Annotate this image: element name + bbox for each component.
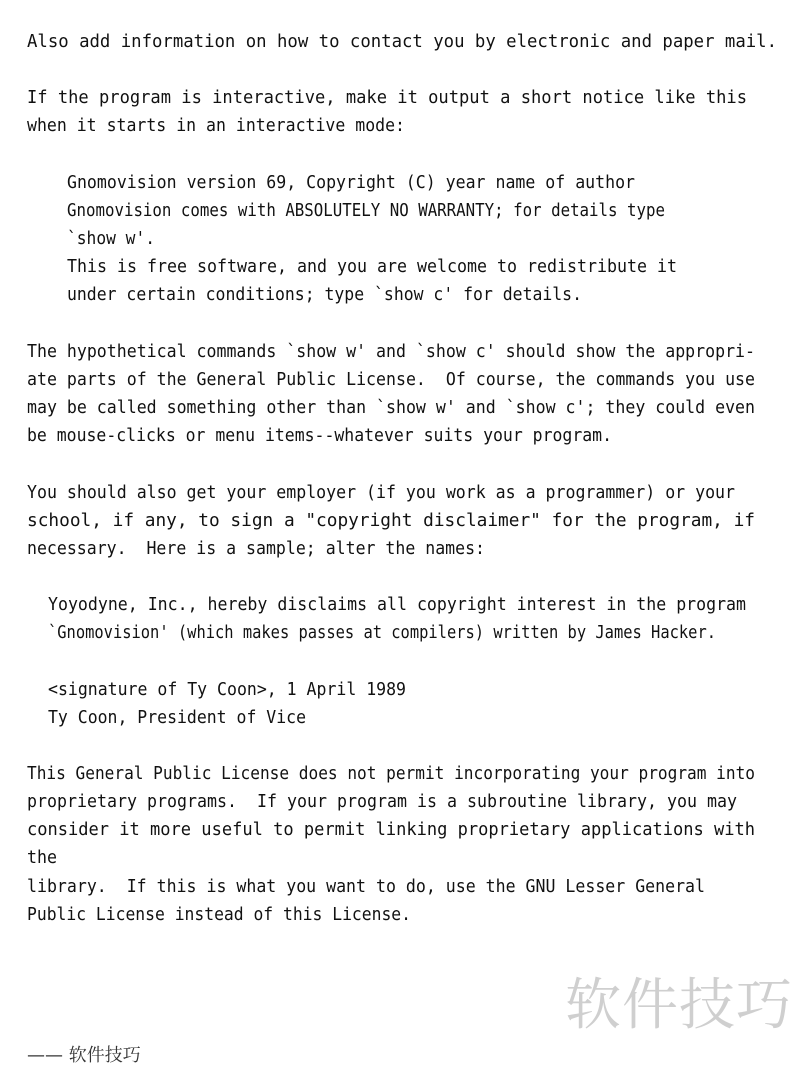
text-line: proprietary programs. If your program is a subroutine library, you may <box>27 792 737 812</box>
cutoff-caption-text: —— 软件技巧 <box>27 1045 141 1066</box>
text-line: under certain conditions; type `show c' for details. <box>67 285 582 305</box>
text-line: Public License instead of this License. <box>27 905 411 925</box>
text-line: school, if any, to sign a "copyright disclaimer" for the program, if <box>27 511 756 531</box>
text-line: If the program is interactive, make it output a short notice like this <box>27 88 747 108</box>
text-line: be mouse-clicks or menu items--whatever suits your program. <box>27 426 612 446</box>
text-line: This is free software, and you are welcome to redistribute it <box>67 257 677 277</box>
text-line: Gnomovision version 69, Copyright (C) year name of author <box>67 173 635 193</box>
text-line: consider it more useful to permit linking proprietary applications with <box>27 820 755 840</box>
text-line: You should also get your employer (if you work as a programmer) or your <box>27 483 735 503</box>
text-line: Yoyodyne, Inc., hereby disclaims all copyright interest in the program <box>48 595 746 615</box>
text-line: This General Public License does not permit incorporating your program into <box>27 764 755 784</box>
text-line: Also add information on how to contact you by electronic and paper mail. <box>27 32 777 52</box>
text-line: library. If this is what you want to do, use the GNU Lesser General <box>27 877 705 897</box>
text-line: may be called something other than `show w' and `show c'; they could even <box>27 398 755 418</box>
cutoff-caption <box>27 1045 141 1066</box>
text-line: when it starts in an interactive mode: <box>27 116 405 136</box>
text-line: necessary. Here is a sample; alter the names: <box>27 539 485 559</box>
watermark-logo: 软件技巧 <box>565 973 793 1038</box>
text-line: <signature of Ty Coon>, 1 April 1989 <box>48 680 406 700</box>
text-line: Ty Coon, President of Vice <box>48 708 306 728</box>
text-line: ate parts of the General Public License. Of course, the commands you use <box>27 370 755 390</box>
text-line: `Gnomovision' (which makes passes at compilers) written by James Hacker. <box>48 623 716 643</box>
text-line: The hypothetical commands `show w' and `show c' should show the appropri- <box>27 342 755 362</box>
text-line: Gnomovision comes with ABSOLUTELY NO WARRANTY; for details type <box>67 201 665 221</box>
text-line: `show w'. <box>67 229 155 249</box>
text-line: the <box>27 848 57 868</box>
